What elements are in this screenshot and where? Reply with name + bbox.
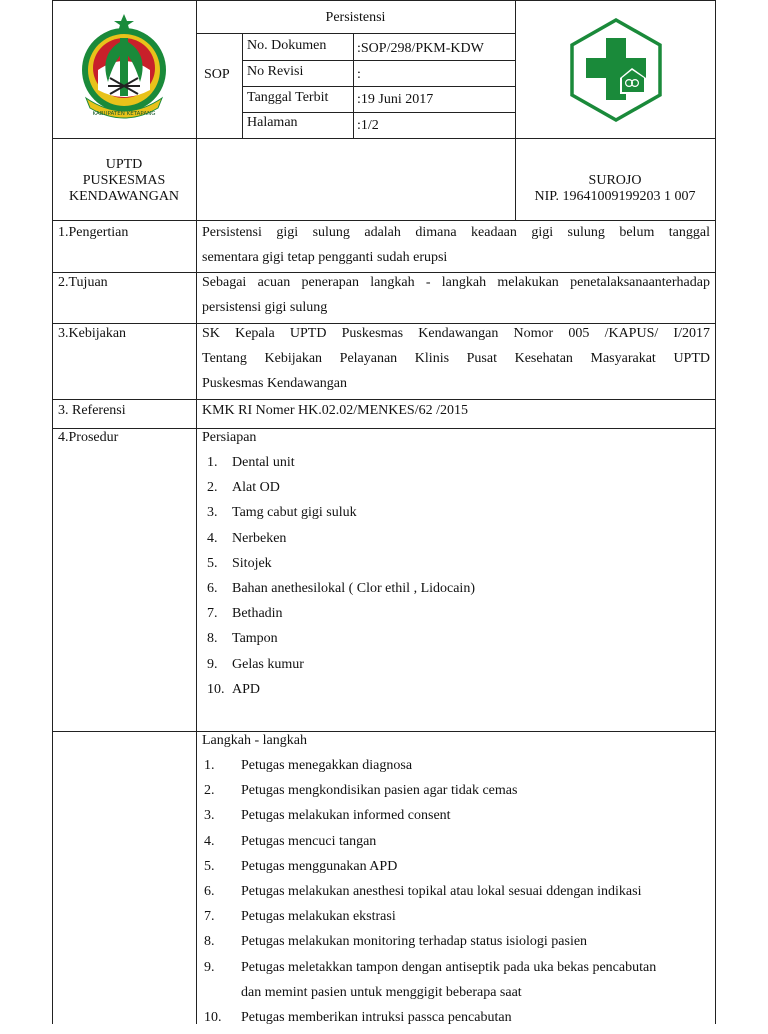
persiapan-title: Persiapan: [202, 430, 257, 445]
list-item: 10. Petugas memberikan intruksi passca pencabutan: [204, 1009, 512, 1025]
svg-text:KABUPATEN KETAPANG: KABUPATEN KETAPANG: [92, 111, 156, 117]
sop-label: SOP: [204, 67, 230, 82]
list-item: 4. Petugas mencuci tangan: [204, 833, 377, 849]
section-label-referensi: 3. Referensi: [58, 403, 126, 418]
list-item: 6. Bahan anethesilokal ( Clor ethil , Lidocain): [207, 580, 475, 596]
kebijakan-line-1: SK Kepala UPTD Puskesmas Kendawangan Nomor 005 /KAPUS/ I/2017: [202, 326, 710, 341]
tujuan-line-2: persistensi gigi sulung: [202, 300, 328, 315]
document-title: Persistensi: [325, 10, 386, 25]
langkah-title: Langkah - langkah: [202, 733, 307, 748]
tujuan-line-1: Sebagai acuan penerapan langkah - langkah melakukan penetalaksanaanterhadap: [202, 275, 710, 290]
list-item: 2. Alat OD: [207, 480, 280, 496]
list-item: 5. Sitojek: [207, 555, 272, 571]
list-item: 8. Tampon: [207, 631, 278, 647]
list-item: 3. Tamg cabut gigi suluk: [207, 505, 357, 521]
list-item: 7. Petugas melakukan ekstrasi: [204, 909, 396, 925]
list-item: 10. APD: [207, 681, 261, 697]
list-item: 5. Petugas menggunakan APD: [204, 858, 398, 874]
meta-label-no-revisi: No Revisi: [247, 64, 304, 79]
org-name-line-1: UPTD: [105, 157, 143, 172]
list-item: 9. Gelas kumur: [207, 656, 304, 672]
section-label-kebijakan: 3.Kebijakan: [58, 326, 127, 341]
meta-label-tanggal-terbit: Tanggal Terbit: [247, 90, 329, 105]
section-label-tujuan: 2.Tujuan: [58, 275, 108, 290]
meta-value-no-revisi: :: [357, 67, 361, 82]
kebijakan-line-3: Puskesmas Kendawangan: [202, 376, 348, 391]
persiapan-list: [207, 454, 707, 706]
referensi-text: KMK RI Nomer HK.02.02/MENKES/62 /2015: [202, 403, 468, 418]
signatory-name: SUROJO: [588, 173, 642, 188]
section-label-pengertian: 1.Pengertian: [58, 225, 129, 240]
meta-value-no-dokumen: :SOP/298/PKM-KDW: [357, 41, 484, 56]
org-name-line-2: PUSKESMAS: [82, 173, 166, 188]
kabupaten-logo: [76, 12, 172, 124]
list-item: 3. Petugas melakukan informed consent: [204, 808, 451, 824]
list-item: 2. Petugas mengkondisikan pasien agar tidak cemas: [204, 783, 518, 799]
list-item: 1. Petugas menegakkan diagnosa: [204, 758, 413, 773]
list-item: 7. Bethadin: [207, 606, 283, 622]
section-label-prosedur: 4.Prosedur: [58, 430, 119, 445]
signatory-nip: NIP. 19641009199203 1 007: [534, 189, 696, 204]
list-item: 1. Dental unit: [207, 455, 295, 470]
list-item: 6. Petugas melakukan anesthesi topikal atau lokal sesuai ddengan indikasi: [204, 883, 642, 899]
meta-value-tanggal-terbit: :19 Juni 2017: [357, 92, 434, 107]
list-item: dan memint pasien untuk menggigit beberapa saat: [241, 984, 522, 1000]
list-item: 4. Nerbeken: [207, 530, 287, 546]
list-item: 8. Petugas melakukan monitoring terhadap status isiologi pasien: [204, 934, 588, 950]
list-item: 9. Petugas meletakkan tampon dengan antiseptik pada uka bekas pencabutan: [204, 959, 657, 975]
meta-value-halaman: :1/2: [357, 118, 379, 133]
pengertian-line-2: sementara gigi tetap pengganti sudah erupsi: [202, 250, 448, 265]
meta-label-halaman: Halaman: [247, 115, 298, 130]
pengertian-line-1: Persistensi gigi sulung adalah dimana keadaan gigi sulung belum tanggal: [202, 225, 710, 240]
meta-label-no-dokumen: No. Dokumen: [247, 38, 327, 53]
kebijakan-line-2: Tentang Kebijakan Pelayanan Klinis Pusat Kesehatan Masyarakat UPTD: [202, 351, 710, 366]
langkah-list: [204, 757, 712, 1034]
puskesmas-logo: [568, 18, 664, 122]
org-name-line-3: KENDAWANGAN: [68, 189, 180, 204]
